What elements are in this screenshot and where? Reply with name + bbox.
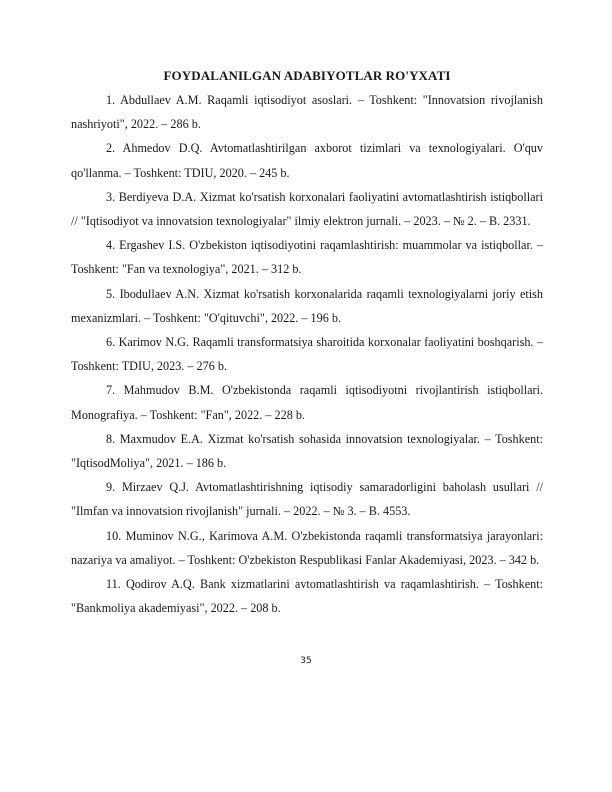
reference-item-9: 9. Mirzaev Q.J. Avtomatlashtirishning iqtisodiy samaradorligini baholash usullari // "Ilmfan va innovatsion rivojlanish" jurnali. – 2022. – № 3. – B. 4553. [71,480,543,519]
reference-item-2: 2. Ahmedov D.Q. Avtomatlashtirilgan axborot tizimlari va texnologiyalari. O'quv qo'llanma. – Toshkent: TDIU, 2020. – 245 b. [71,141,543,180]
reference-item-3: 3. Berdiyeva D.A. Xizmat ko'rsatish korxonalari faoliyatini avtomatlashtirish istiqbollari // "Iqtisodiyot va innovatsion texnologiyalar" ilmiy elektron jurnali. – 2023. – № 2. – B. 2331. [71,189,543,229]
reference-item-8: 8. Maxmudov E.A. Xizmat ko'rsatish sohasida innovatsion texnologiyalar. – Toshkent: "IqtisodMoliya", 2021. – 186 b. [71,431,543,471]
reference-item-10: 10. Muminov N.G., Karimova A.M. O'zbekistonda raqamli transformatsiya jarayonlari: nazariya va amaliyot. – Toshkent: O'zbekiston Respublikasi Fanlar Akademiyasi, 2023. – 342 b. [71,528,543,567]
reference-item-4: 4. Ergashev I.S. O'zbekiston iqtisodiyotini raqamlashtirish: muammolar va istiqbollar. – Toshkent: "Fan va texnologiya", 2021. – 312 b. [71,238,543,277]
reference-list [71,88,543,620]
reference-item-5: 5. Ibodullaev A.N. Xizmat ko'rsatish korxonalarida raqamli texnologiyalarni joriy etish mexanizmlari. – Toshkent: "O'qituvchi", 2022. – 196 b. [71,286,543,325]
reference-item-11: 11. Qodirov A.Q. Bank xizmatlarini avtomatlashtirish va raqamlashtirish. – Toshkent: "Bankmoliya akademiyasi", 2022. – 208 b. [71,577,543,616]
page-number: 35 [300,656,312,666]
page-title: FOYDALANILGAN ADABIYOTLAR RO'YXATI [163,68,451,83]
document-page [71,64,543,620]
reference-item-1: 1. Abdullaev A.M. Raqamli iqtisodiyot asoslari. – Toshkent: "Innovatsion rivojlanish nashriyoti", 2022. – 286 b. [71,93,543,132]
reference-item-6: 6. Karimov N.G. Raqamli transformatsiya sharoitida korxonalar faoliyatini boshqarish. – Toshkent: TDIU, 2023. – 276 b. [71,335,543,374]
reference-item-7: 7. Mahmudov B.M. O'zbekistonda raqamli iqtisodiyotni rivojlantirish istiqbollari. Monografiya. – Toshkent: "Fan", 2022. – 228 b. [71,383,543,422]
